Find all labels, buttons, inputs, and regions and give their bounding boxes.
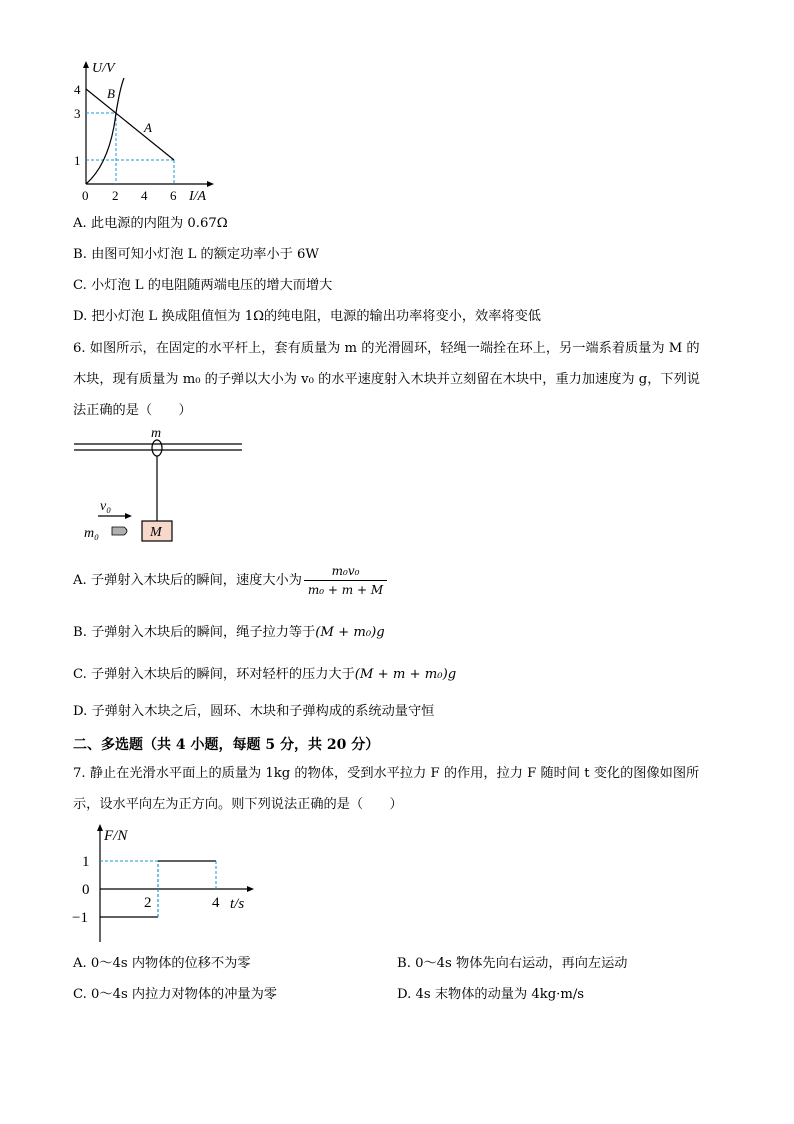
- ui-graph-ylabel: U/V: [92, 61, 115, 76]
- q6-option-b: [73, 624, 385, 642]
- ui-graph-x-arrow: [207, 181, 214, 187]
- ft-ytick-label-2: −1: [72, 910, 88, 926]
- q7-option-a: A. 0～4s 内物体的位移不为零: [73, 956, 251, 971]
- q5-option-b: B. 由图可知小灯泡 L 的额定功率小于 6W: [73, 247, 319, 262]
- ui-tick-x2: 2: [112, 188, 119, 203]
- q6-option-d: D. 子弹射入木块之后，圆环、木块和子弹构成的系统动量守恒: [73, 704, 435, 719]
- q6-ring: [152, 440, 162, 456]
- ft-xtick-label-0: 2: [144, 895, 152, 911]
- q6-figure: [70, 424, 250, 549]
- ui-label-b: B: [107, 86, 115, 101]
- q6-option-a: [73, 562, 387, 600]
- q6-option-c-math: (M + m + m₀)g: [354, 667, 457, 682]
- ui-graph: [70, 58, 230, 208]
- ft-chart: [70, 818, 280, 948]
- q6-option-c: [73, 666, 456, 684]
- ft-ytick-label-0: 1: [82, 854, 90, 870]
- q7-option-b: B. 0～4s 物体先向右运动，再向左运动: [397, 956, 628, 971]
- ui-tick-y4: 4: [74, 82, 81, 97]
- q6-option-c-text: C. 子弹射入木块后的瞬间，环对轻杆的压力大于: [73, 667, 355, 682]
- ft-x-arrow: [247, 886, 254, 892]
- ui-tick-y1: 1: [74, 153, 81, 168]
- q6-stem-line3: 法正确的是（ ）: [73, 403, 192, 418]
- ui-tick-x6: 6: [170, 188, 177, 203]
- ui-tick-x0: 0: [82, 188, 89, 203]
- q6-option-b-text: B. 子弹射入木块后的瞬间，绳子拉力等于: [73, 625, 316, 640]
- ft-xtick-label-1: 4: [212, 895, 220, 911]
- q6-option-b-math: (M + m₀)g: [315, 625, 385, 640]
- ui-tick-y3: 3: [74, 106, 81, 121]
- q5-option-d: D. 把小灯泡 L 换成阻值恒为 1Ω的纯电阻，电源的输出功率将变小，效率将变低: [73, 309, 541, 324]
- q7-stem-line2: 示，设水平向左为正方向。则下列说法正确的是（ ）: [73, 797, 403, 812]
- q6-velocity-label: v₀: [100, 499, 112, 514]
- ui-graph-y-arrow: [83, 61, 89, 68]
- q6-bullet: [112, 527, 127, 535]
- q7-option-c: C. 0～4s 内拉力对物体的冲量为零: [73, 987, 277, 1002]
- q6-option-a-numerator: m₀v₀: [304, 563, 387, 581]
- ui-line-a: [86, 89, 174, 160]
- q6-stem-line1: 6. 如图所示，在固定的水平杆上，套有质量为 m 的光滑圆环，轻绳一端拴在环上，另一端系着质量为 M 的: [73, 341, 700, 356]
- q6-bullet-label: m₀: [84, 526, 99, 541]
- q6-option-a-denominator: m₀ + m + M: [307, 583, 384, 597]
- ft-ylabel: F/N: [104, 828, 128, 844]
- q5-option-c: C. 小灯泡 L 的电阻随两端电压的增大而增大: [73, 278, 333, 293]
- q7-stem-line1: 7. 静止在光滑水平面上的质量为 1kg 的物体，受到水平拉力 F 的作用，拉力 F 随时间 t 变化的图像如图所: [73, 766, 700, 781]
- ui-graph-xlabel: I/A: [189, 189, 207, 204]
- ui-tick-x4: 4: [141, 188, 148, 203]
- q6-option-a-fraction: [304, 563, 387, 598]
- ui-label-a: A: [144, 120, 152, 135]
- ft-y-arrow: [97, 824, 103, 831]
- q6-block-label: M: [150, 525, 162, 540]
- q7-option-d: D. 4s 末物体的动量为 4kg·m/s: [397, 987, 585, 1002]
- q6-ring-label: m: [151, 426, 162, 441]
- q6-velocity-arrowhead: [125, 513, 132, 519]
- section2-heading: 二、多选题（共 4 小题，每题 5 分，共 20 分）: [73, 737, 380, 753]
- ft-ytick-label-1: 0: [82, 882, 90, 898]
- q6-stem-line2: 木块，现有质量为 m₀ 的子弹以大小为 v₀ 的水平速度射入木块并立刻留在木块中，重力加速度为 g，下列说: [73, 372, 700, 387]
- q5-option-a: A. 此电源的内阻为 0.67Ω: [73, 216, 228, 231]
- ft-xlabel: t/s: [230, 896, 245, 912]
- q6-option-a-text: A. 子弹射入木块后的瞬间，速度大小为: [73, 573, 302, 588]
